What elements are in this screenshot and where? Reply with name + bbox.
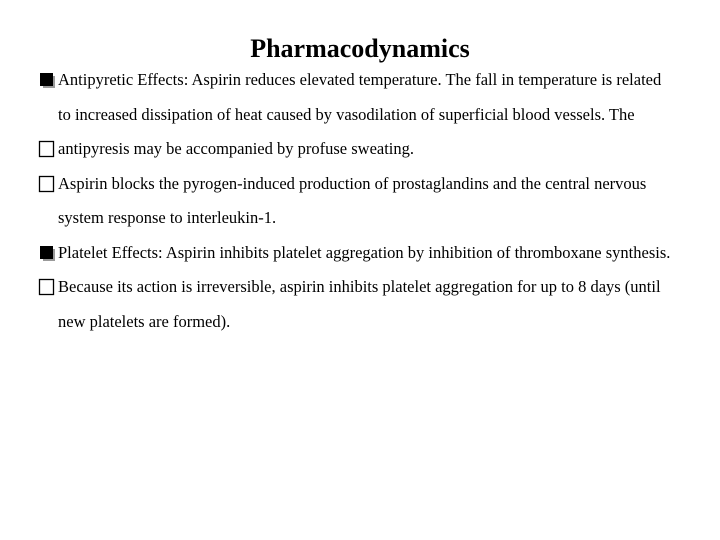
bullet-item [38,236,678,271]
filled-square-bullet-icon [38,244,56,262]
bullet-text: Aspirin blocks the pyrogen-induced production of prostaglandins and the central nervous system response to interleukin-1. [58,173,647,227]
bullet-text: antipyresis may be accompanied by profuse sweating. [58,139,415,158]
bullet-list [38,63,678,339]
bullet-text: Because its action is irreversible, aspirin inhibits platelet aggregation for up to 8 days (until new platelets are formed). [58,277,661,331]
bullet-item [38,132,678,167]
outline-square-bullet-icon [38,140,56,158]
bullet-text: Antipyretic Effects: Aspirin reduces elevated temperature. The fall in temperature is related to increased dissipation of heat caused by vasodilation of superficial blood vessels. The [58,70,662,124]
bullet-item [38,270,678,339]
bullet-item [38,167,678,236]
bullet-item [38,63,678,132]
filled-square-bullet-icon [38,71,56,89]
bullet-text: Platelet Effects: Aspirin inhibits platelet aggregation by inhibition of thromboxane synthesis. [58,242,671,262]
slide-title: Pharmacodynamics [250,34,470,63]
outline-square-bullet-icon [38,278,56,296]
outline-square-bullet-icon [38,175,56,193]
